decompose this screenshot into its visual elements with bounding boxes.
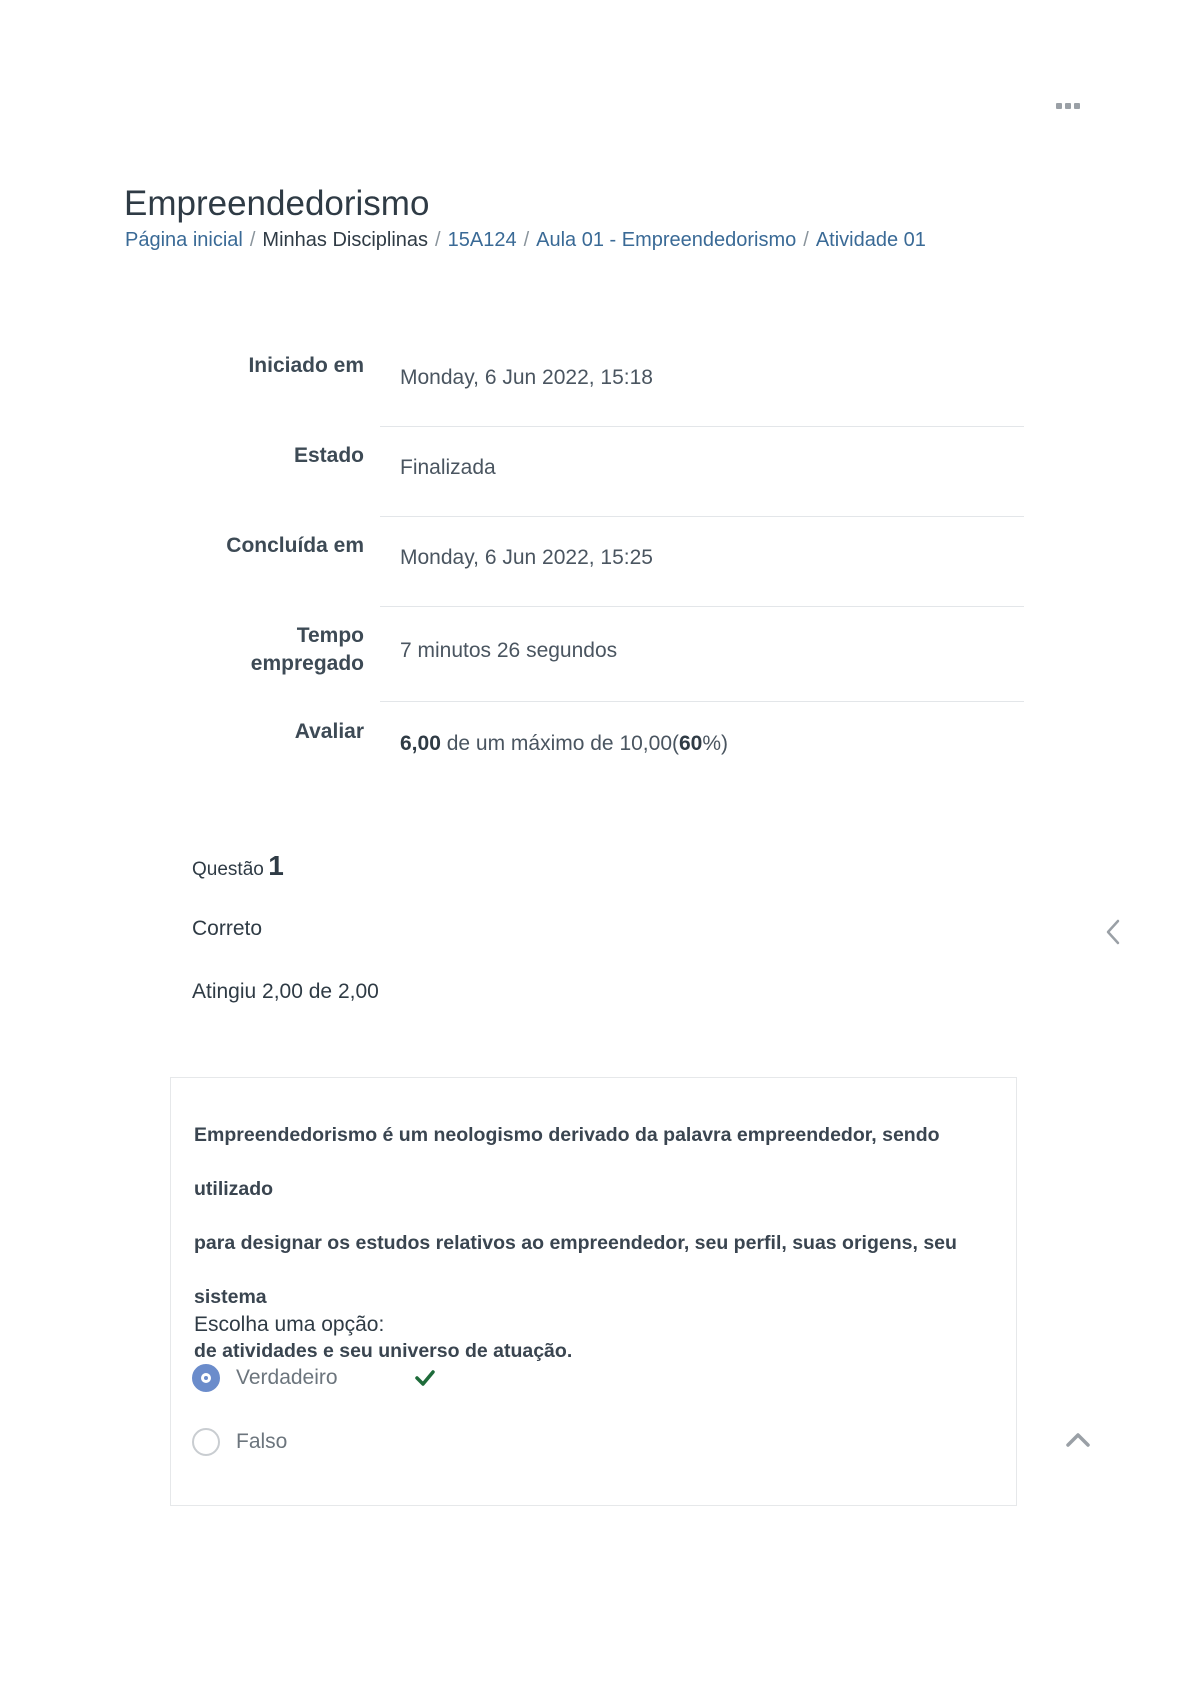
radio-unselected-icon[interactable]: [192, 1428, 220, 1456]
option-falso[interactable]: [192, 1428, 287, 1456]
more-dot: [1065, 103, 1071, 109]
option-verdadeiro[interactable]: [192, 1364, 338, 1392]
grade-score: 6,00: [400, 732, 441, 755]
question-card: [170, 1077, 1017, 1506]
started-value: Monday, 6 Jun 2022, 15:18: [400, 366, 653, 389]
time-label: [124, 622, 364, 678]
question-text-line: Empreendedorismo é um neologismo derivado da palavra empreendedor, sendo utilizado: [194, 1124, 940, 1200]
breadcrumb-home-link[interactable]: Página inicial: [125, 229, 243, 251]
grade-label: Avaliar: [294, 720, 364, 743]
time-value: 7 minutos 26 segundos: [400, 639, 618, 662]
page-title: Empreendedorismo: [124, 184, 430, 223]
radio-core: [204, 1376, 208, 1380]
question-label: Questão: [192, 859, 264, 880]
completed-value: Monday, 6 Jun 2022, 15:25: [400, 546, 653, 569]
radio-inner: [201, 1373, 211, 1383]
row-divider: [380, 606, 1024, 607]
more-options-icon[interactable]: [1056, 100, 1082, 112]
chevron-up-icon[interactable]: [1064, 1430, 1092, 1450]
state-label: Estado: [293, 444, 364, 467]
completed-label: Concluída em: [226, 534, 364, 557]
breadcrumb-separator: /: [435, 229, 441, 251]
correct-check-icon: [414, 1368, 436, 1388]
breadcrumb-section-link[interactable]: Aula 01 - Empreendedorismo: [536, 229, 797, 251]
time-label-line1: Tempo: [296, 624, 364, 647]
breadcrumb-activity-link[interactable]: Atividade 01: [815, 229, 926, 251]
grade-end: %): [702, 732, 729, 755]
time-label-line2: empregado: [250, 652, 364, 675]
grade-percent: 60: [679, 732, 703, 755]
row-divider: [380, 426, 1024, 427]
question-text-line: de atividades e seu universo de atuação.: [194, 1340, 573, 1362]
breadcrumb-my-courses: Minhas Disciplinas: [262, 229, 429, 251]
breadcrumb: [125, 229, 926, 252]
question-number: 1: [268, 850, 284, 881]
question-text: [194, 1108, 994, 1378]
row-divider: [380, 516, 1024, 517]
option-label: Falso: [236, 1430, 288, 1453]
grade-middle: de um máximo de 10,00(: [440, 732, 679, 755]
radio-selected-icon[interactable]: [192, 1364, 220, 1392]
chevron-left-icon[interactable]: [1103, 918, 1123, 946]
breadcrumb-separator: /: [803, 229, 809, 251]
breadcrumb-course-link[interactable]: 15A124: [447, 229, 517, 251]
started-label: Iniciado em: [248, 354, 364, 377]
grade-value: [400, 732, 728, 756]
breadcrumb-separator: /: [249, 229, 256, 251]
question-info: [192, 850, 284, 882]
more-dot: [1056, 103, 1062, 109]
state-value: Finalizada: [400, 456, 496, 479]
option-label: Verdadeiro: [236, 1366, 338, 1389]
breadcrumb-separator: /: [523, 229, 530, 251]
row-divider: [380, 701, 1024, 702]
answer-prompt: Escolha uma opção:: [194, 1313, 385, 1336]
question-status: Correto: [192, 917, 263, 940]
question-mark: Atingiu 2,00 de 2,00: [192, 980, 379, 1003]
more-dot: [1074, 103, 1080, 109]
question-text-line: para designar os estudos relativos ao empreendedor, seu perfil, suas origens, seu sistema: [194, 1232, 957, 1308]
